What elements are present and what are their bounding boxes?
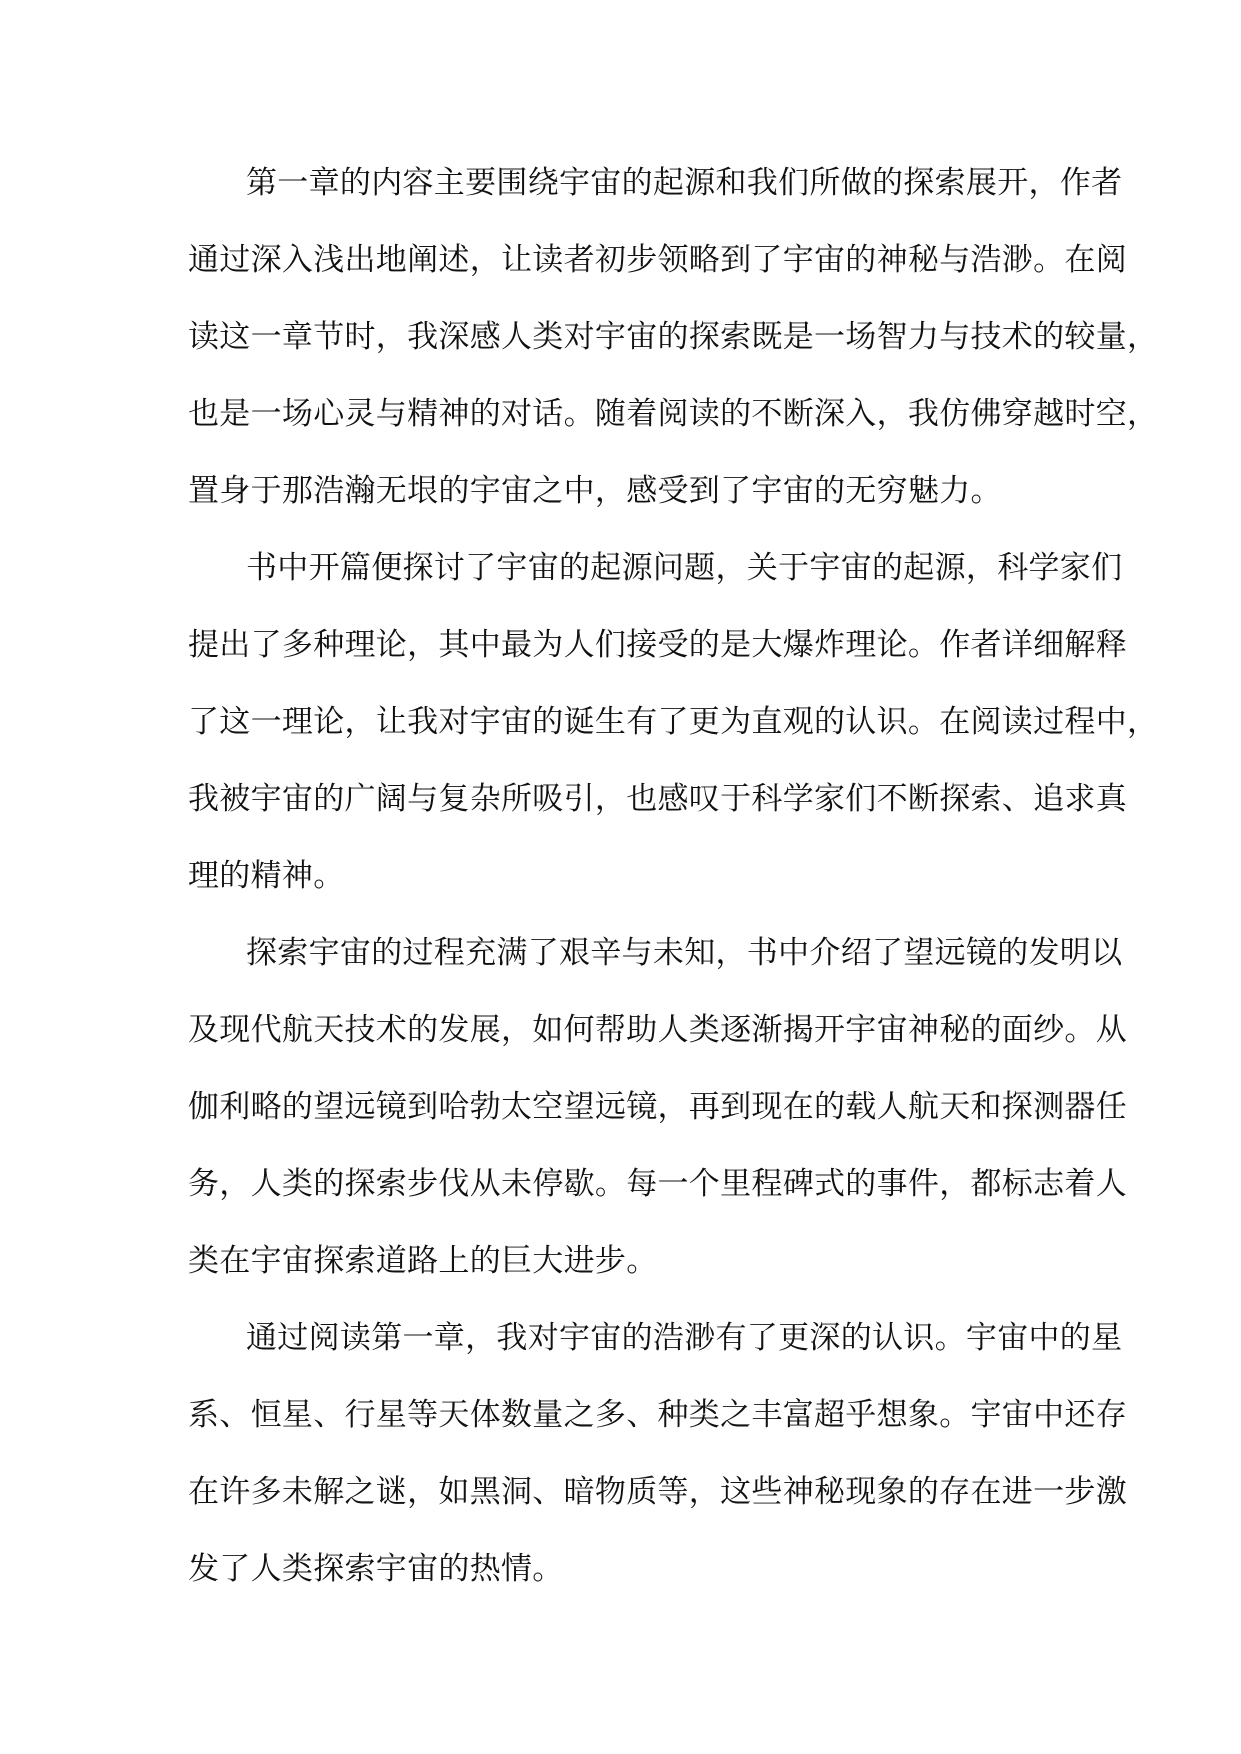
text-line: 置身于那浩瀚无垠的宇宙之中，感受到了宇宙的无穷魅力。 xyxy=(188,473,1002,509)
paragraph-3 xyxy=(188,915,1127,1300)
text-line: 第一章的内容主要围绕宇宙的起源和我们所做的探索展开，作者 xyxy=(246,165,1123,201)
text-line: 通过深入浅出地阐述，让读者初步领略到了宇宙的神秘与浩渺。在阅 xyxy=(188,242,1127,278)
text-line: 理的精神。 xyxy=(188,858,345,894)
paragraph-2 xyxy=(188,530,1159,915)
text-line: 了这一理论，让我对宇宙的诞生有了更为直观的认识。在阅读过程中， xyxy=(188,704,1159,740)
paragraph-1 xyxy=(188,145,1159,530)
text-line: 通过阅读第一章，我对宇宙的浩渺有了更深的认识。宇宙中的星 xyxy=(246,1320,1123,1356)
text-line: 也是一场心灵与精神的对话。随着阅读的不断深入，我仿佛穿越时空， xyxy=(188,396,1159,432)
text-line: 我被宇宙的广阔与复杂所吸引，也感叹于科学家们不断探索、追求真 xyxy=(188,781,1127,817)
text-line: 发了人类探索宇宙的热情。 xyxy=(188,1551,564,1587)
text-line: 提出了多种理论，其中最为人们接受的是大爆炸理论。作者详细解释 xyxy=(188,627,1127,663)
paragraph-4 xyxy=(188,1300,1127,1608)
text-line: 探索宇宙的过程充满了艰辛与未知，书中介绍了望远镜的发明以 xyxy=(246,935,1123,971)
text-line: 类在宇宙探索道路上的巨大进步。 xyxy=(188,1243,658,1279)
text-line: 伽利略的望远镜到哈勃太空望远镜，再到现在的载人航天和探测器任 xyxy=(188,1089,1127,1125)
text-line: 读这一章节时，我深感人类对宇宙的探索既是一场智力与技术的较量， xyxy=(188,319,1159,355)
text-line: 及现代航天技术的发展，如何帮助人类逐渐揭开宇宙神秘的面纱。从 xyxy=(188,1012,1127,1048)
text-line: 系、恒星、行星等天体数量之多、种类之丰富超乎想象。宇宙中还存 xyxy=(188,1397,1127,1433)
document-body xyxy=(188,145,1159,1608)
text-line: 书中开篇便探讨了宇宙的起源问题，关于宇宙的起源，科学家们 xyxy=(246,550,1123,586)
text-line: 在许多未解之谜，如黑洞、暗物质等，这些神秘现象的存在进一步激 xyxy=(188,1474,1127,1510)
text-line: 务，人类的探索步伐从未停歇。每一个里程碑式的事件，都标志着人 xyxy=(188,1166,1127,1202)
